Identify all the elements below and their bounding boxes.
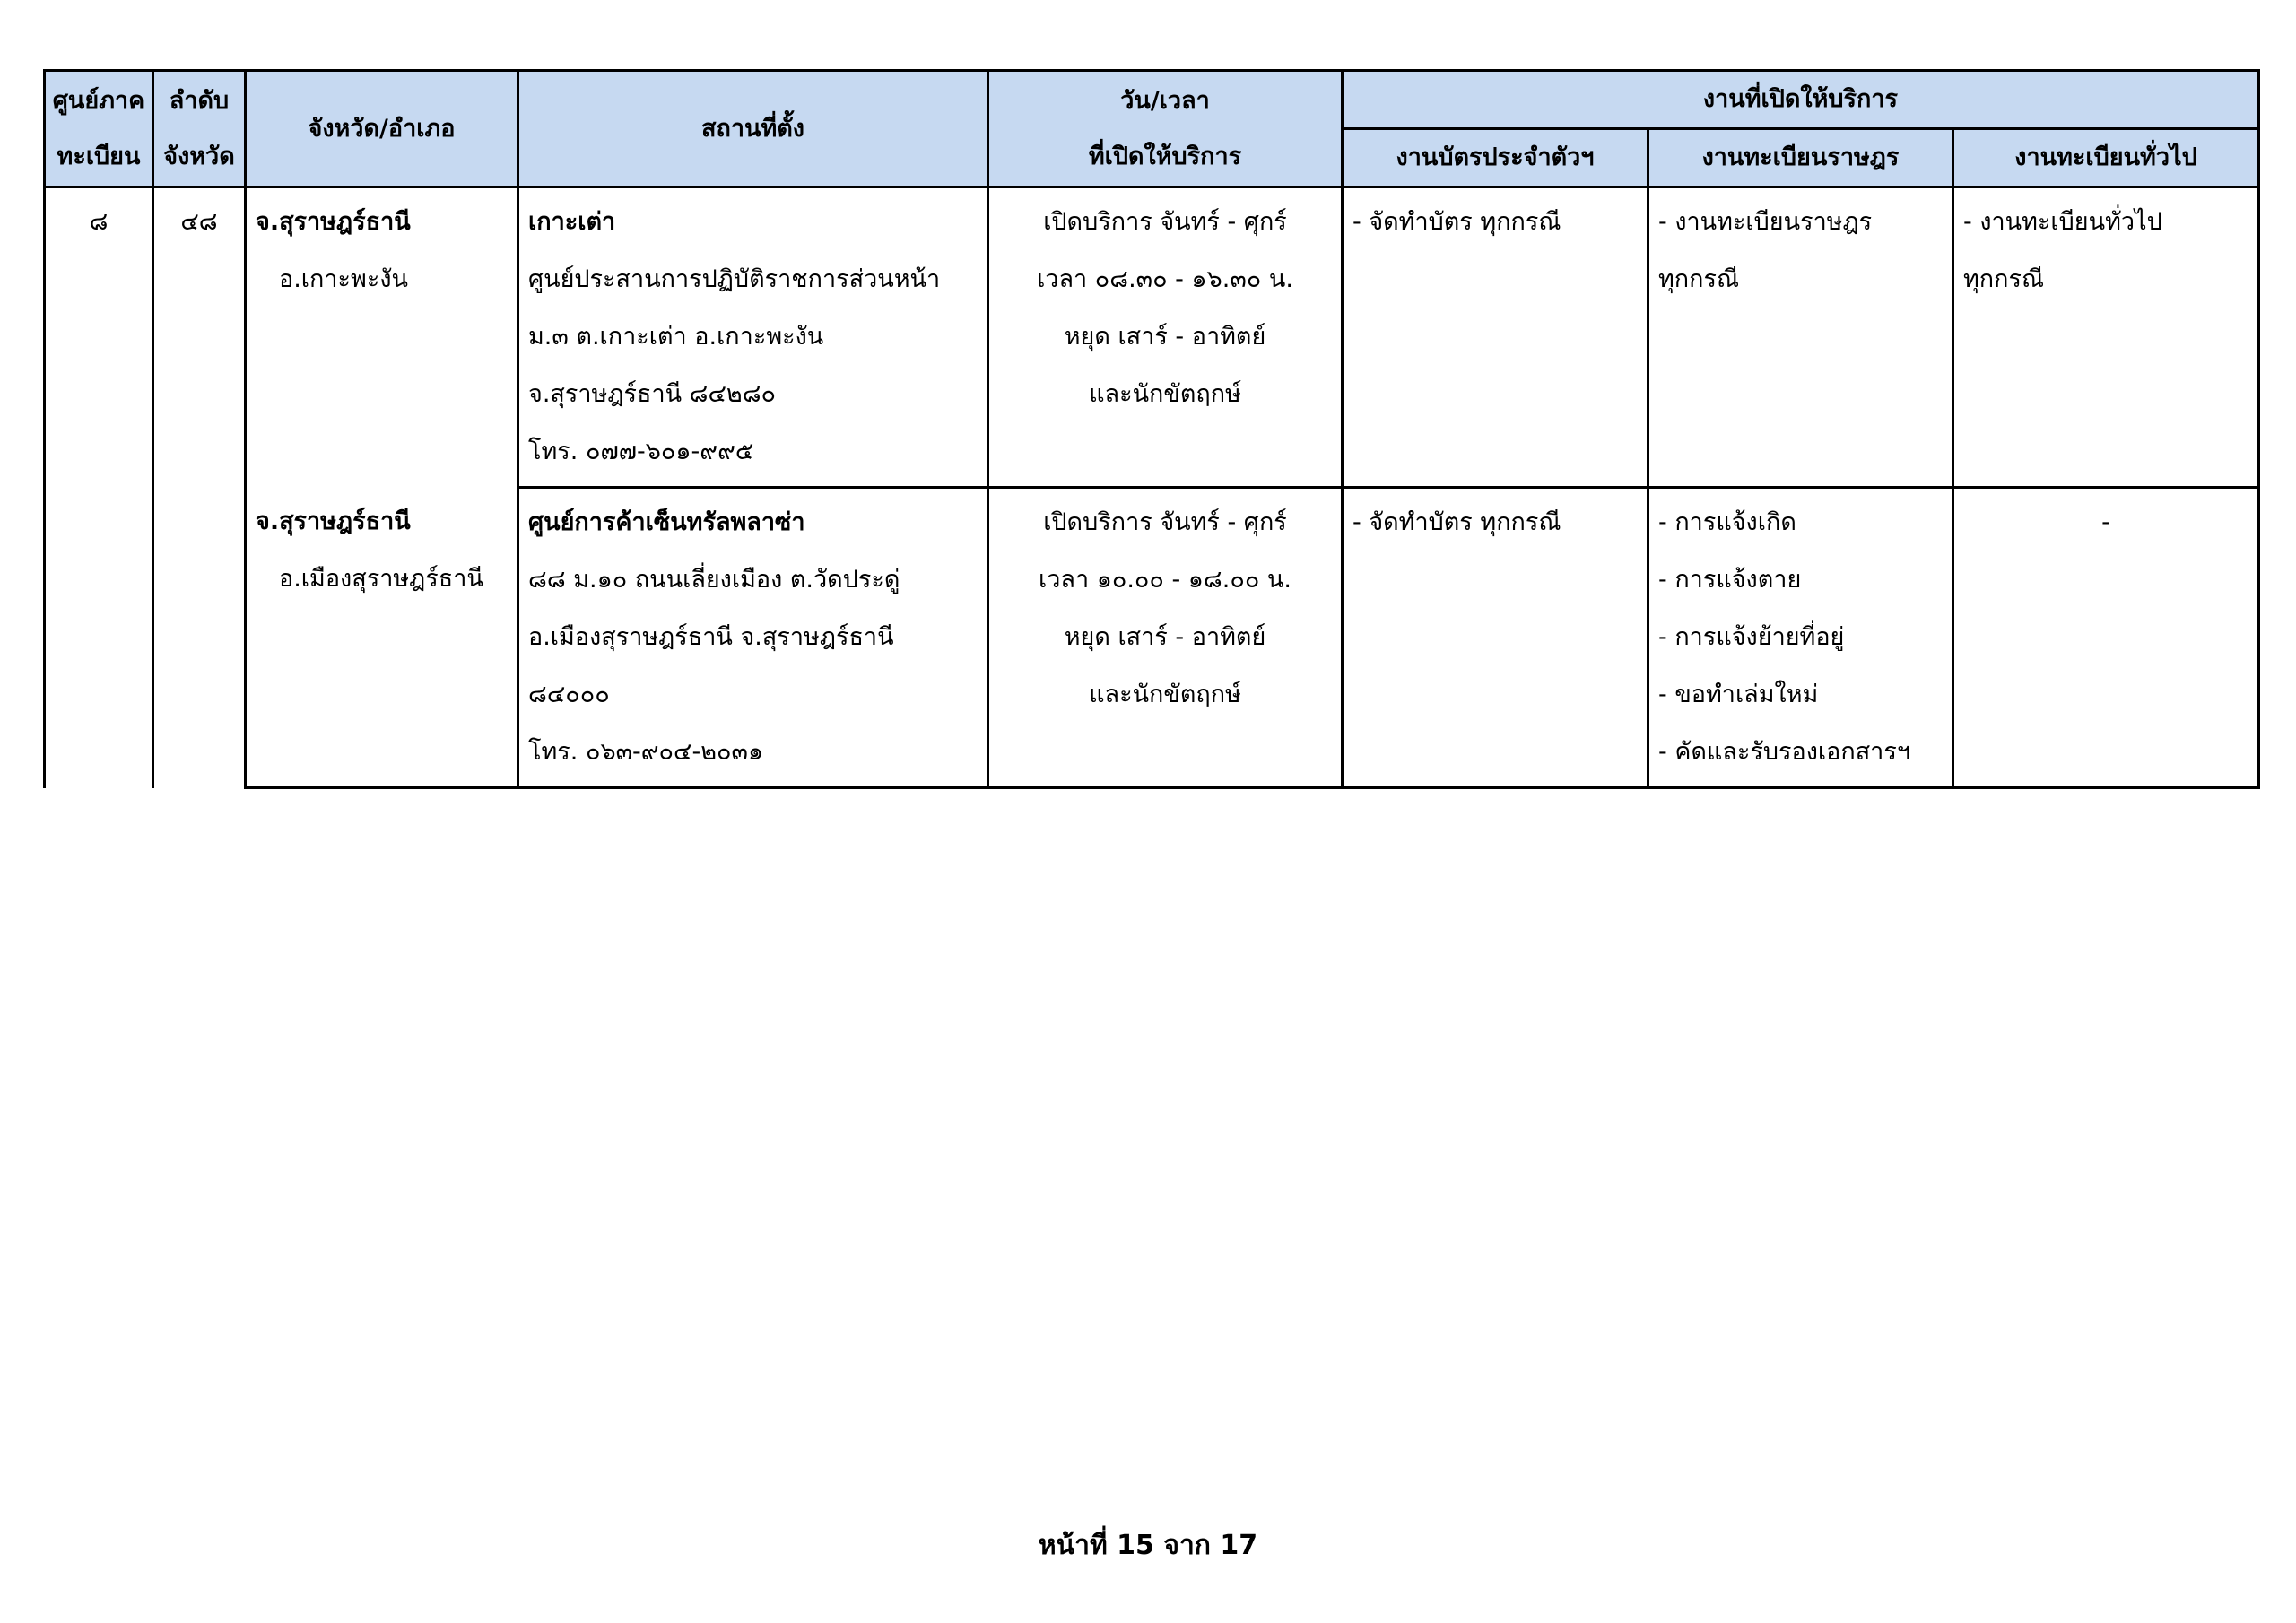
- id-card-line: - จัดทำบัตร ทุกกรณี: [1352, 508, 1561, 536]
- time-line: เปิดบริการ จันทร์ - ศุกร์: [1043, 208, 1287, 236]
- header-services: งานที่เปิดให้บริการ: [1343, 71, 2259, 129]
- header-row-1: [45, 71, 2259, 129]
- location-line: โทร. ๐๗๗-๖๐๑-๙๙๕: [528, 438, 754, 465]
- time-line: หยุด เสาร์ - อาทิตย์: [1064, 323, 1266, 351]
- location-cell: [518, 187, 988, 488]
- civil-line: - การแจ้งตาย: [1658, 566, 1802, 594]
- general-line: - งานทะเบียนทั่วไป: [1963, 208, 2162, 236]
- time-line: เวลา ๐๘.๓๐ - ๑๖.๓๐ น.: [1037, 265, 1293, 293]
- civil-line: - ขอทำเล่มใหม่: [1658, 681, 1819, 708]
- location-line: ม.๓ ต.เกาะเต่า อ.เกาะพะงัน: [528, 323, 824, 351]
- time-line: เปิดบริการ จันทร์ - ศุกร์: [1043, 508, 1287, 536]
- location-line: โทร. ๐๖๓-๙๐๔-๒๐๓๑: [528, 738, 764, 766]
- location-name: ศูนย์การค้าเซ็นทรัลพลาซ่า: [528, 508, 805, 536]
- header-order: [153, 71, 246, 187]
- id-card-cell: [1343, 187, 1648, 488]
- header-region: [45, 71, 153, 187]
- header-location: สถานที่ตั้ง: [518, 71, 988, 187]
- civil-reg-cell: [1648, 488, 1953, 788]
- header-time-line1: วัน/เวลา: [1120, 86, 1210, 115]
- time-line: และนักขัตฤกษ์: [1089, 681, 1241, 708]
- time-line: หยุด เสาร์ - อาทิตย์: [1064, 623, 1266, 651]
- header-region-line2: ทะเบียน: [57, 142, 141, 170]
- civil-line: - การแจ้งเกิด: [1658, 508, 1796, 536]
- header-civil-reg: งานทะเบียนราษฎร: [1648, 129, 1953, 187]
- location-name: เกาะเต่า: [528, 208, 616, 236]
- district-name: อ.เมืองสุราษฎร์ธานี: [279, 564, 483, 593]
- province-cell: [246, 187, 518, 488]
- page-footer: หน้าที่ 15 จาก 17: [1038, 1530, 1258, 1561]
- civil-line: - คัดและรับรองเอกสารฯ: [1658, 738, 1911, 766]
- general-reg-cell: [1953, 488, 2259, 788]
- header-id-card: งานบัตรประจำตัวฯ: [1343, 129, 1648, 187]
- location-line: ศูนย์ประสานการปฏิบัติราชการส่วนหน้า: [528, 265, 941, 293]
- header-order-line2: จังหวัด: [163, 142, 235, 170]
- general-reg-cell: [1953, 187, 2259, 488]
- time-line: และนักขัตฤกษ์: [1089, 380, 1241, 408]
- id-card-line: - จัดทำบัตร ทุกกรณี: [1352, 208, 1561, 236]
- header-time-line2: ที่เปิดให้บริการ: [1088, 142, 1242, 170]
- province-name: จ.สุราษฎร์ธานี: [256, 507, 411, 535]
- civil-line: - งานทะเบียนราษฎร: [1658, 208, 1873, 236]
- general-line: -: [2101, 508, 2110, 536]
- time-line: เวลา ๑๐.๐๐ - ๑๘.๐๐ น.: [1039, 566, 1292, 594]
- header-time: [988, 71, 1343, 187]
- district-name: อ.เกาะพะงัน: [279, 265, 408, 293]
- civil-line: - การแจ้งย้ายที่อยู่: [1658, 623, 1845, 651]
- header-province: จังหวัด/อำเภอ: [246, 71, 518, 187]
- header-region-line1: ศูนย์ภาค: [52, 86, 145, 115]
- header-general-reg: งานทะเบียนทั่วไป: [1953, 129, 2259, 187]
- location-line: ๘๘ ม.๑๐ ถนนเลี่ยงเมือง ต.วัดประดู่: [528, 566, 900, 594]
- table-row: [45, 187, 2259, 488]
- location-cell: [518, 488, 988, 788]
- time-cell: [988, 488, 1343, 788]
- general-line: ทุกกรณี: [1963, 265, 2045, 293]
- location-line: อ.เมืองสุราษฎร์ธานี จ.สุราษฎร์ธานี ๘๔๐๐๐: [528, 623, 894, 708]
- service-locations-table: [43, 69, 2260, 789]
- table-row: [45, 488, 2259, 788]
- region-cell: ๘: [45, 187, 153, 788]
- province-cell: [246, 488, 518, 788]
- header-order-line1: ลำดับ: [169, 86, 230, 115]
- time-cell: [988, 187, 1343, 488]
- id-card-cell: [1343, 488, 1648, 788]
- civil-reg-cell: [1648, 187, 1953, 488]
- order-cell: ๔๘: [153, 187, 246, 788]
- province-name: จ.สุราษฎร์ธานี: [256, 208, 411, 236]
- location-line: จ.สุราษฎร์ธานี ๘๔๒๘๐: [528, 380, 777, 408]
- civil-line: ทุกกรณี: [1658, 265, 1740, 293]
